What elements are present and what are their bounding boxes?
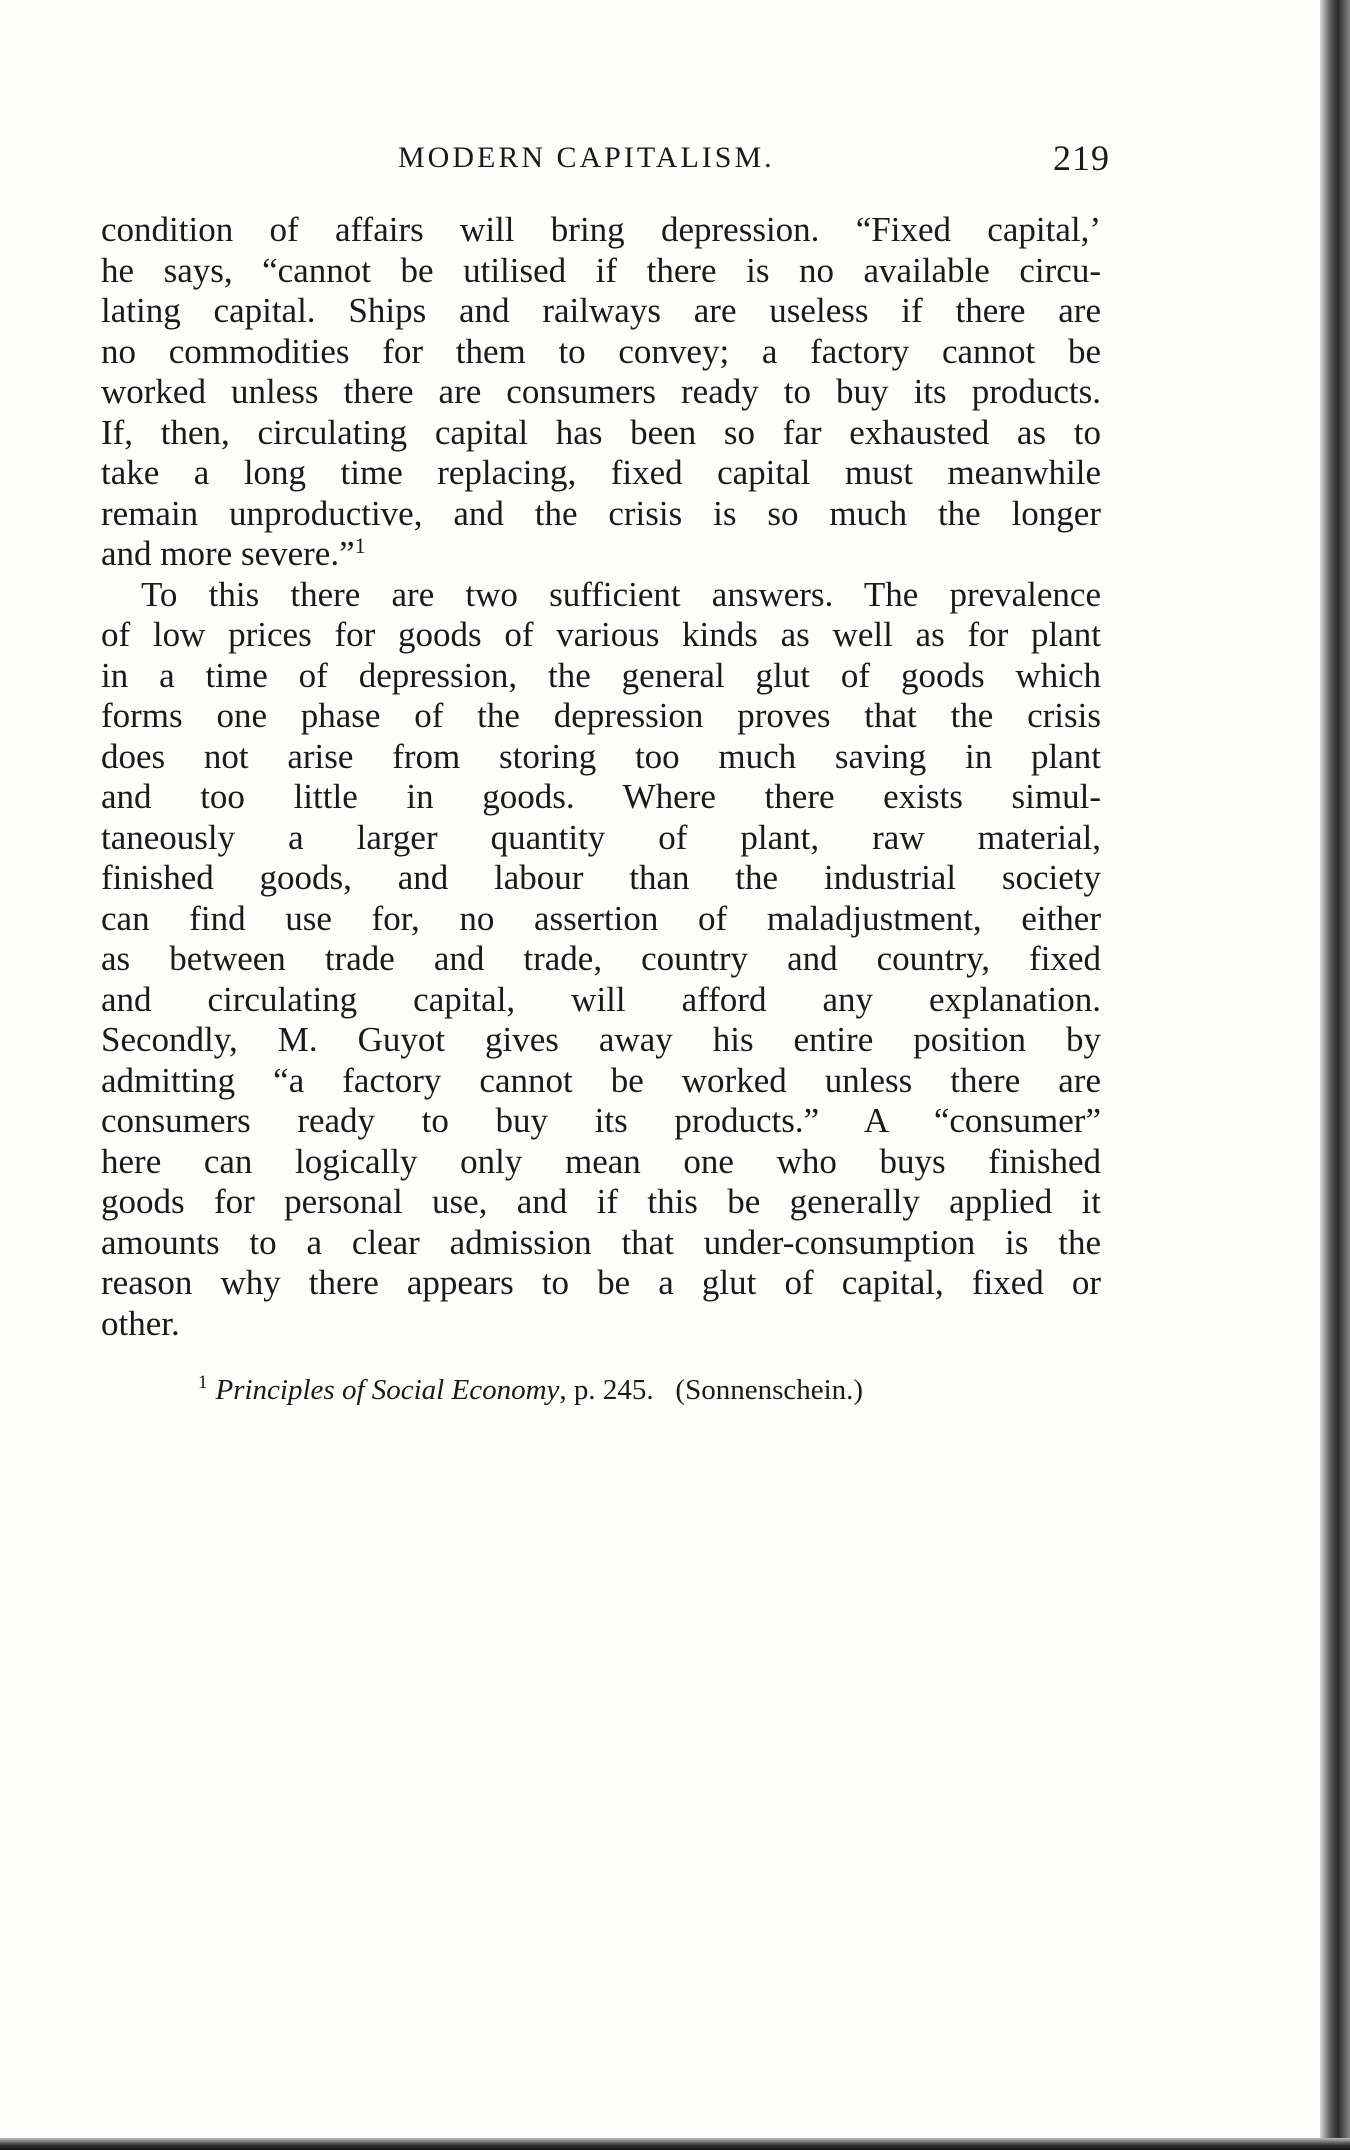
text-line: forms one phase of the depression proves that the crisis: [101, 696, 1101, 735]
text-line: goods for personal use, and if this be generally applied it: [101, 1182, 1101, 1221]
footnote: [198, 1370, 863, 1410]
text-line: consumers ready to buy its products.” A “consumer”: [101, 1101, 1101, 1140]
text-line: If, then, circulating capital has been so far exhausted as to: [101, 412, 1101, 452]
footnote-publisher: (Sonnenschein.): [675, 1374, 864, 1406]
text-line: and too little in goods. Where there exists simul-: [101, 777, 1101, 816]
text-line: admitting “a factory cannot be worked unless there are: [101, 1060, 1101, 1100]
text-line: can find use for, no assertion of maladjustment, either: [101, 898, 1101, 938]
text-line: amounts to a clear admission that under-consumption is the: [101, 1222, 1101, 1262]
page-bottom-edge: [0, 2138, 1350, 2150]
text-line: of low prices for goods of various kinds as well as for plant: [101, 615, 1101, 654]
text-line: take a long time replacing, fixed capital must meanwhile: [101, 453, 1101, 492]
footnote-mark: 1: [198, 1372, 208, 1393]
text-line: Secondly, M. Guyot gives away his entire position by: [101, 1020, 1101, 1059]
text-line: he says, “cannot be utilised if there is no available circu-: [101, 250, 1101, 290]
text-line: and more severe.”: [101, 534, 355, 573]
text-line: condition of affairs will bring depression. “Fixed capital,’: [101, 210, 1101, 249]
text-line: does not arise from storing too much saving in plant: [101, 736, 1101, 776]
footnote-citation: , p. 245.: [559, 1374, 654, 1406]
text-line: in a time of depression, the general glut of goods which: [101, 655, 1101, 695]
page-number: 219: [1053, 138, 1110, 178]
book-spine-shadow: [1320, 0, 1350, 2150]
text-line: worked unless there are consumers ready to buy its products.: [101, 372, 1101, 411]
text-line: To this there are two sufficient answers. The prevalence: [141, 574, 1101, 614]
text-line: remain unproductive, and the crisis is so much the longer: [101, 493, 1101, 533]
text-line: taneously a larger quantity of plant, raw material,: [101, 817, 1101, 857]
text-line: no commodities for them to convey; a factory cannot be: [101, 331, 1101, 371]
text-line: lating capital. Ships and railways are useless if there are: [101, 291, 1101, 330]
text-line: finished goods, and labour than the industrial society: [101, 858, 1101, 897]
text-line: reason why there appears to be a glut of capital, fixed or: [101, 1263, 1101, 1302]
running-head: [100, 133, 1110, 183]
text-line: and circulating capital, will afford any explanation.: [101, 979, 1101, 1019]
body-text: [101, 210, 1101, 1344]
paragraph-end-line: [101, 534, 1101, 575]
footnote-title: Principles of Social Economy: [215, 1374, 560, 1406]
text-line: here can logically only mean one who buys finished: [101, 1141, 1101, 1181]
text-line: as between trade and trade, country and country, fixed: [101, 939, 1101, 978]
text-line: other.: [101, 1303, 180, 1343]
running-title: MODERN CAPITALISM.: [398, 141, 775, 174]
footnote-reference: 1: [354, 533, 366, 558]
